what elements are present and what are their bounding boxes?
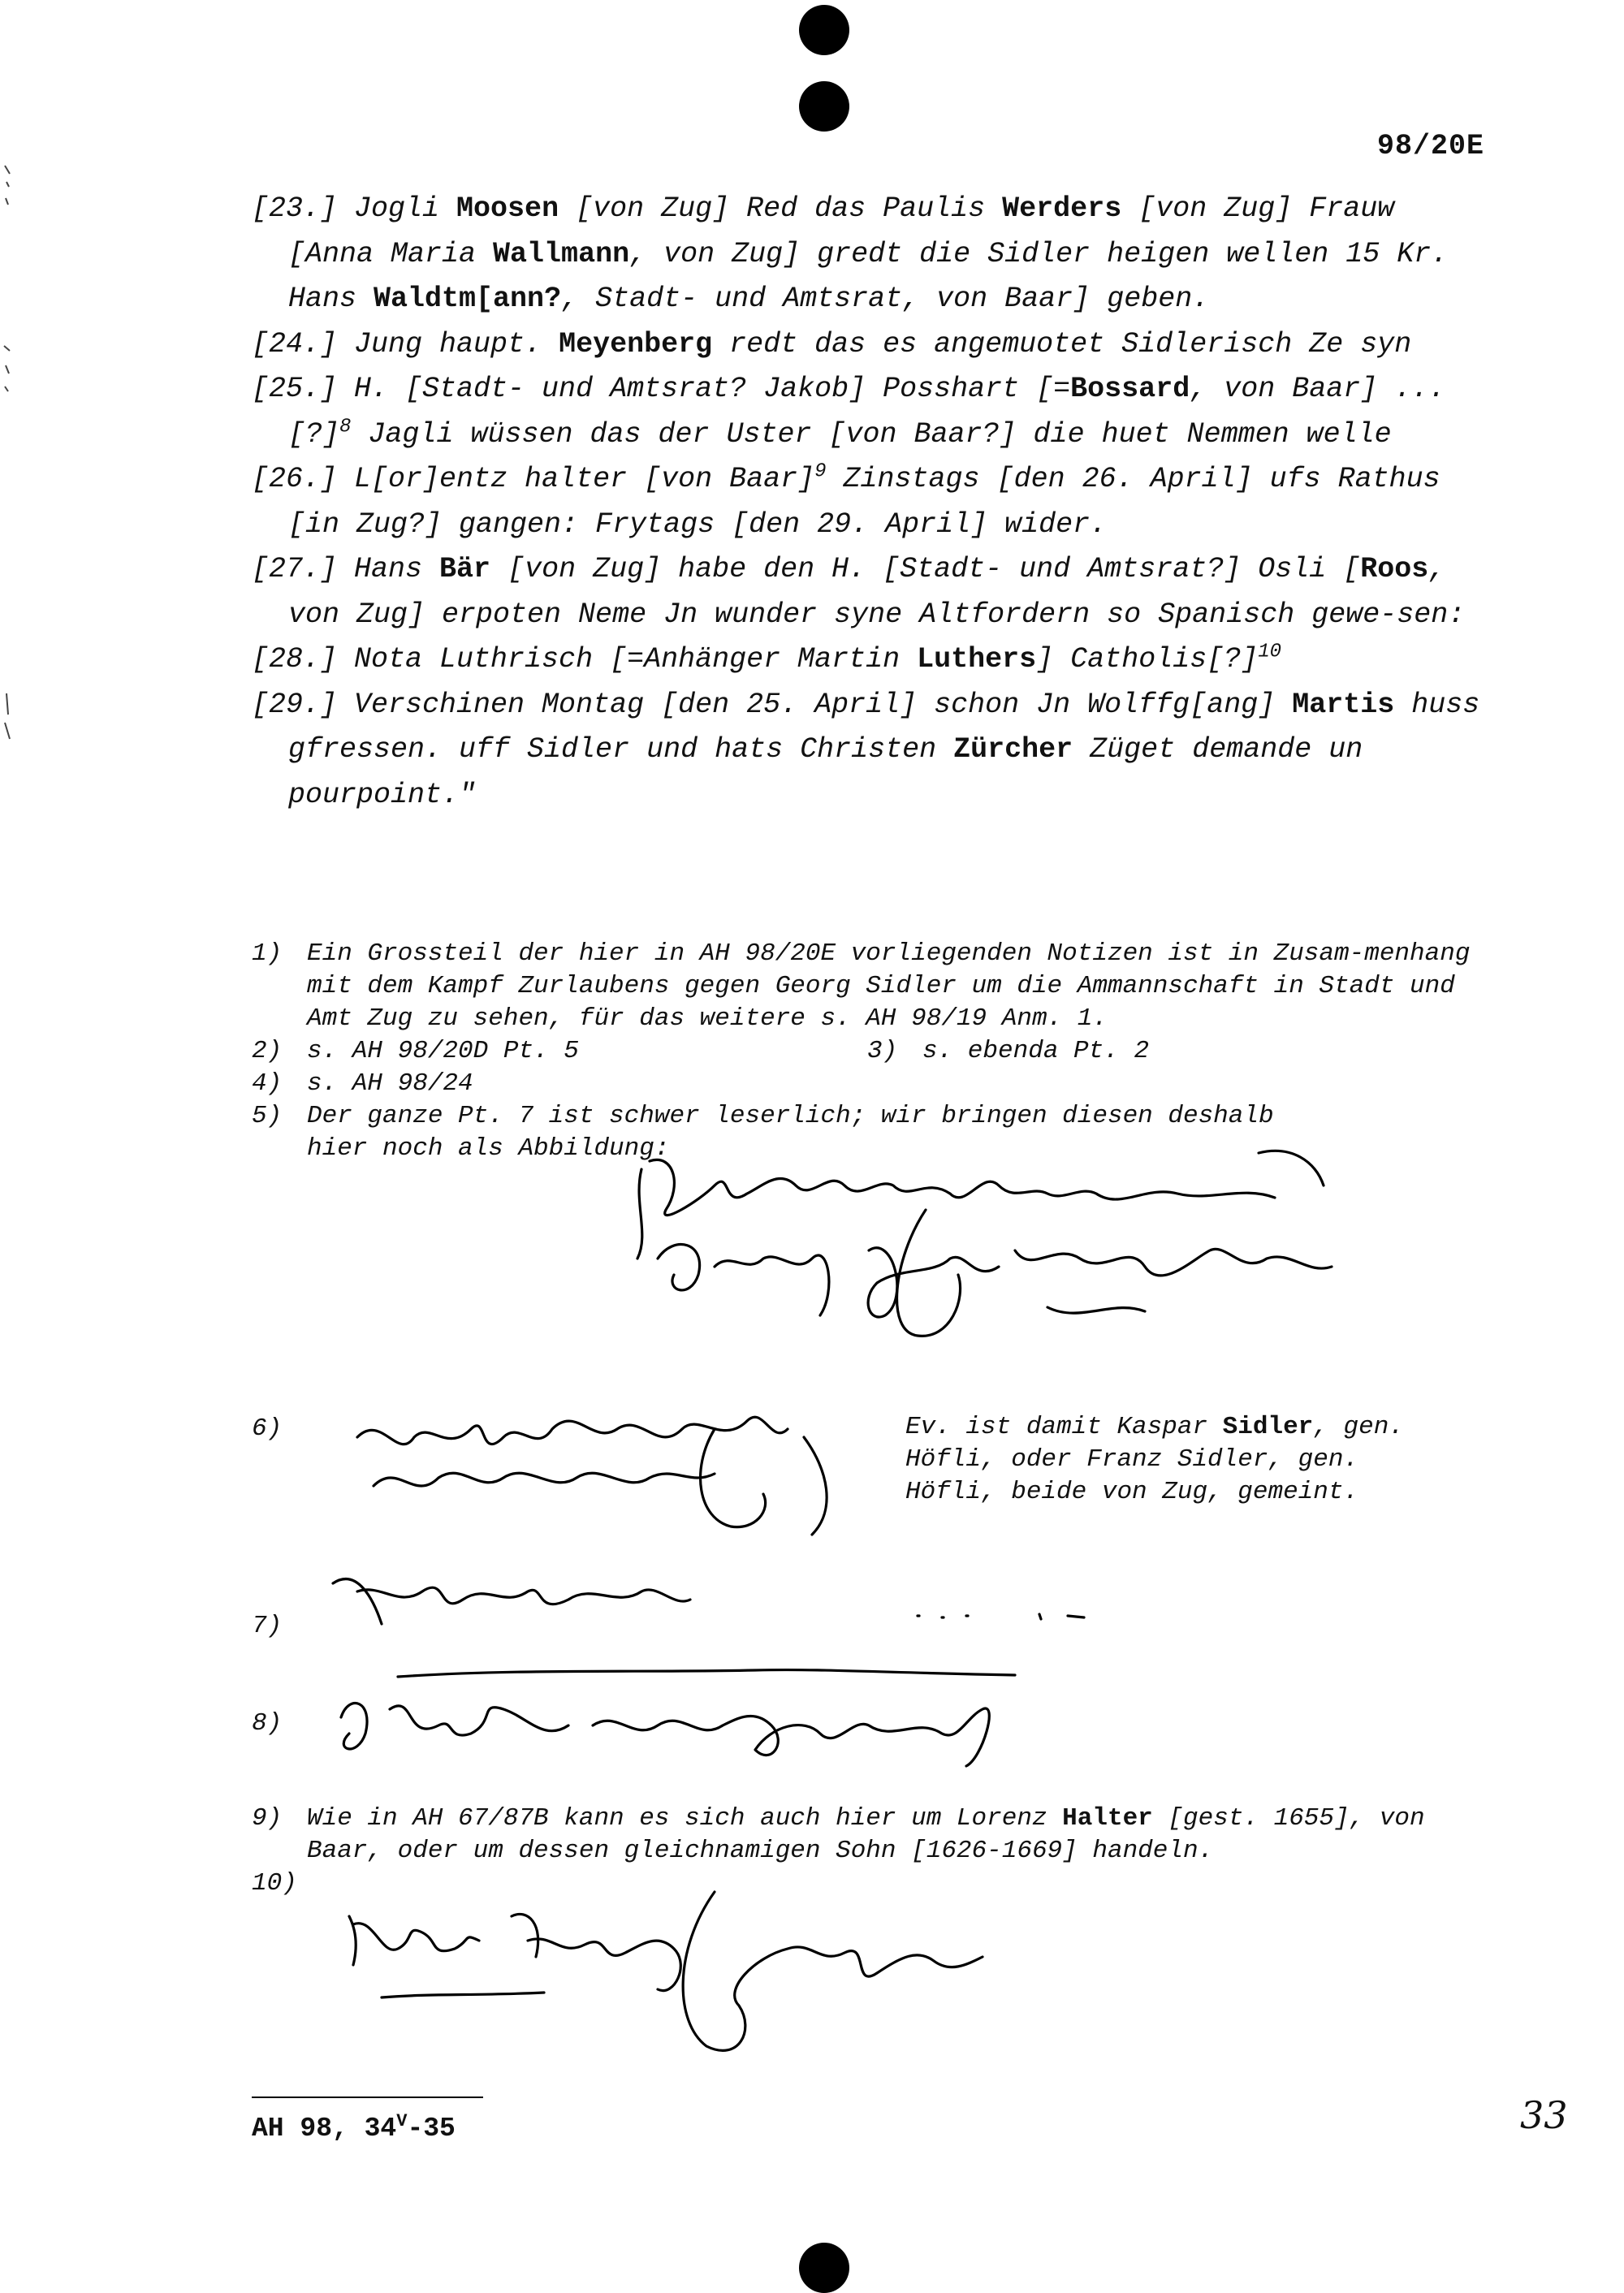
footnote-1 bbox=[252, 938, 1486, 1035]
punch-hole bbox=[799, 81, 849, 132]
footnote-text: s. AH 98/24 bbox=[307, 1069, 473, 1098]
footnote-text: Ev. ist damit Kaspar bbox=[905, 1413, 1223, 1441]
scan-speckles bbox=[909, 1608, 1104, 1624]
entry-28: [28.] Nota Luthrisch [=Anhänger Martin Luthers] Catholis[?]$^{10}$ bbox=[252, 641, 1282, 676]
entry-name: Bossard bbox=[1070, 373, 1190, 405]
footnote-name: Halter bbox=[1062, 1804, 1153, 1833]
entry-name: Martis bbox=[1292, 688, 1395, 721]
footnote-ref: 10 bbox=[1258, 641, 1282, 663]
entry-23: [23.] Jogli Moosen [von Zug] Red das Paulis Werders [von Zug] Frauw [Anna Maria Wallmann, von Zug] gredt die Sidler heigen wellen 15 Kr. Hans Waldtm[ann?, Stadt- und Amtsrat, von Baar] geben. bbox=[252, 192, 1449, 315]
entry-24: [24.] Jung haupt. Meyenberg redt das es angemuotet Sidlerisch Ze syn bbox=[252, 327, 1412, 361]
footnote-text: s. AH 98/20D Pt. 5 bbox=[307, 1037, 579, 1065]
footnote-9 bbox=[252, 1803, 1486, 1868]
entry-name: Luthers bbox=[917, 643, 1037, 676]
entry-name: Wallmann bbox=[493, 237, 630, 270]
entry-name: Roos bbox=[1360, 553, 1429, 585]
footnote-4 bbox=[252, 1068, 1486, 1100]
scan-mark bbox=[2, 690, 13, 747]
entry-name: Zürcher bbox=[953, 733, 1073, 766]
footnote-number: 8) bbox=[252, 1709, 283, 1738]
footer-rule bbox=[252, 2097, 483, 2098]
folio-suffix: -35 bbox=[407, 2114, 456, 2144]
entry-29: [29.] Verschinen Montag [den 25. April] schon Jn Wolffg[ang] Martis huss gfressen. uff Sidler und hats Christen Zürcher Züget demande un pourpoint." bbox=[252, 688, 1480, 811]
handwriting-facsimile-note-7 bbox=[325, 1559, 698, 1640]
footnote-number: 5) bbox=[252, 1102, 283, 1130]
footnote-ref: 8 bbox=[339, 415, 352, 438]
footnote-number: 2) bbox=[252, 1037, 283, 1065]
folio-reference bbox=[252, 2111, 456, 2144]
footnote-6-text bbox=[905, 1411, 1409, 1509]
footnote-number: 10) bbox=[252, 1869, 297, 1898]
footnote-number: 1) bbox=[252, 939, 283, 968]
footnote-text: s. ebenda Pt. 2 bbox=[922, 1037, 1150, 1065]
footnote-number: 9) bbox=[252, 1804, 283, 1833]
page-number: 33 bbox=[1520, 2093, 1568, 2137]
entry-27: [27.] Hans Bär [von Zug] habe den H. [Stadt- und Amtsrat?] Osli [Roos, von Zug] erpoten Neme Jn wunder syne Altfordern so Spanisch gewe-sen: bbox=[252, 553, 1466, 631]
footnote-number: 3) bbox=[867, 1037, 898, 1065]
footnote-text: Wie in AH 67/87B kann es sich auch hier um Lorenz bbox=[307, 1804, 1063, 1833]
handwriting-facsimile-note-10 bbox=[333, 1884, 1031, 2062]
folio-prefix: AH 98, 34 bbox=[252, 2114, 397, 2144]
footnote-text: [gest. 1655], von Baar, oder um dessen gleichnamigen Sohn [1626-1669] handeln. bbox=[307, 1804, 1425, 1865]
entry-list bbox=[252, 187, 1486, 818]
punch-hole bbox=[799, 2243, 849, 2293]
footnote-number: 6) bbox=[252, 1414, 283, 1443]
footnotes bbox=[252, 938, 1486, 1165]
footnotes-2-3 bbox=[252, 1035, 1486, 1068]
footnote-name: Sidler bbox=[1222, 1413, 1314, 1441]
handwriting-facsimile-note-5 bbox=[625, 1137, 1356, 1340]
footnote-ref: 9 bbox=[814, 460, 827, 483]
entry-name: Werders bbox=[1002, 192, 1122, 225]
entry-name: Moosen bbox=[456, 192, 559, 225]
document-reference: 98/20E bbox=[1376, 130, 1484, 162]
folio-sup: V bbox=[396, 2111, 408, 2131]
footnote-text: , gen. Höfli, oder Franz Sidler, gen. Höfli, beide von Zug, gemeint. bbox=[905, 1413, 1404, 1506]
handwriting-facsimile-note-6 bbox=[349, 1397, 877, 1543]
scan-mark bbox=[2, 162, 13, 211]
entry-name: Bär bbox=[439, 553, 491, 585]
footnote-number: 4) bbox=[252, 1069, 283, 1098]
footnote-number: 7) bbox=[252, 1612, 283, 1640]
entry-name: Meyenberg bbox=[559, 327, 713, 361]
entry-name: Waldtm[ann? bbox=[374, 283, 562, 315]
handwriting-facsimile-note-8 bbox=[317, 1660, 1031, 1774]
punch-hole bbox=[799, 5, 849, 55]
entry-25: [25.] H. [Stadt- und Amtsrat? Jakob] Posshart [=Bossard, von Baar] ... [?]$^8$ Jagli wüssen das der Uster [von Baar?] die huet Nemmen welle bbox=[252, 373, 1446, 451]
footnote-text: Der ganze Pt. 7 ist schwer leserlich; wir bringen diesen deshalb hier noch als Abbildung: bbox=[307, 1102, 1274, 1163]
scan-mark bbox=[2, 341, 13, 398]
footnote-text: Ein Grossteil der hier in AH 98/20E vorliegenden Notizen ist in Zusam-menhang mit dem Kampf Zurlaubens gegen Georg Sidler um die Ammannschaft in Stadt und Amt Zug zu sehen, für das weitere s. AH 98/19 Anm. 1. bbox=[307, 939, 1471, 1033]
entry-26: [26.] L[or]entz halter [von Baar]$^9$ Zinstags [den 26. April] ufs Rathus [in Zug?] gangen: Frytags [den 29. April] wider. bbox=[252, 460, 1440, 541]
